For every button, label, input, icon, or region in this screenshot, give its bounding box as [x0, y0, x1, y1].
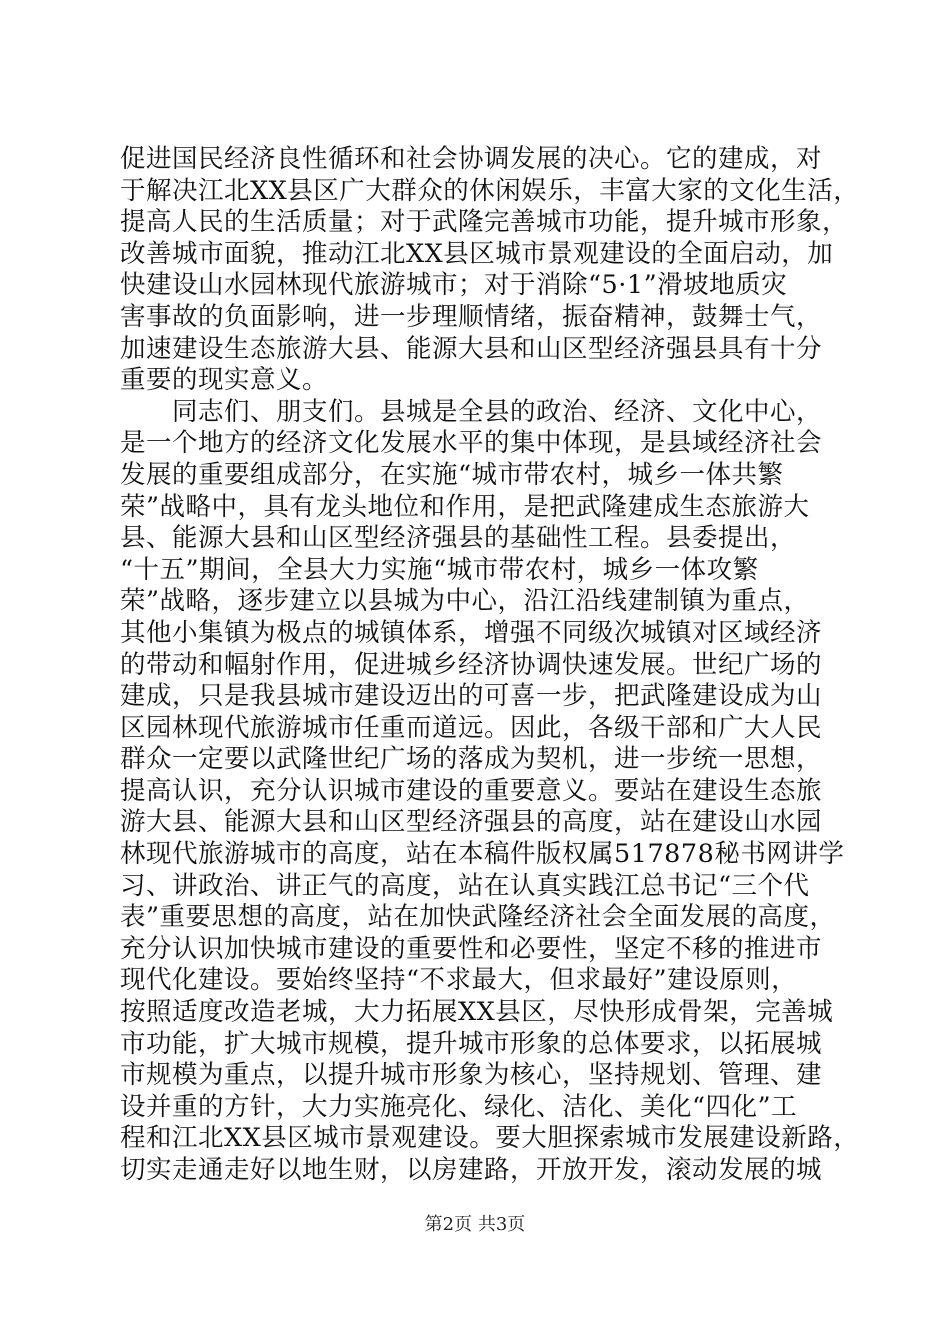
- text-line: 游大县、能源大县和山区型经济强县的高度，站在建设山水园: [120, 807, 823, 838]
- page-number-label: 第2页 共3页: [424, 1214, 526, 1235]
- text-line: 表”重要思想的高度，站在加快武隆经济社会全面发展的高度，: [120, 902, 836, 933]
- text-line: 区园林现代旅游城市任重而道远。因此，各级干部和广大人民: [120, 712, 823, 743]
- text-line: 群众一定要以武隆世纪广场的落成为契机，进一步统一思想，: [120, 744, 823, 775]
- document-body: [120, 144, 860, 1187]
- text-line: 县、能源大县和山区型经济强县的基础性工程。县委提出，: [120, 523, 797, 554]
- text-line: 林现代旅游城市的高度，站在本稿件版权属517878秘书网讲学: [120, 839, 845, 870]
- text-line: 现代化建设。要始终坚持“不求最大，但求最好”建设原则，: [120, 965, 798, 996]
- text-line: “十五”期间，全县大力实施“城市带农村，城乡一体攻繁: [120, 554, 759, 585]
- text-line: 程和江北XX县区城市景观建设。要大胆探索城市发展建设新路，: [120, 1123, 860, 1154]
- text-line: 改善城市面貌，推动江北XX县区城市景观建设的全面启动，加: [120, 238, 834, 269]
- text-line: 提高认识，充分认识城市建设的重要意义。要站在建设生态旅: [120, 775, 823, 806]
- text-line: 于解决江北XX县区广大群众的休闲娱乐，丰富大家的文化生活，: [120, 175, 860, 206]
- text-line: 促进国民经济良性循环和社会协调发展的决心。它的建成，对: [120, 144, 823, 174]
- paragraph-start-line: 同志们、朋支们。县城是全县的政治、经济、文化中心，: [172, 396, 823, 427]
- text-line: 是一个地方的经济文化发展水平的集中体现，是县域经济社会: [120, 428, 823, 459]
- text-line: 害事故的负面影响，进一步理顺情绪，振奋精神，鼓舞士气，: [120, 301, 823, 332]
- text-line: 建成，只是我县城市建设迈出的可喜一步，把武隆建设成为山: [120, 681, 823, 712]
- text-line: 发展的重要组成部分，在实施“城市带农村，城乡一体共繁: [120, 459, 784, 490]
- text-line: 提高人民的生活质量；对于武隆完善城市功能，提升城市形象，: [120, 207, 849, 238]
- text-line: 加速建设生态旅游大县、能源大县和山区型经济强县具有十分: [120, 333, 823, 364]
- text-line: 市规模为重点，以提升城市形象为核心，坚持规划、管理、建: [120, 1060, 823, 1091]
- text-line: 重要的现实意义。: [120, 365, 329, 396]
- text-line: 市功能，扩大城市规模，提升城市形象的总体要求，以拓展城: [120, 1028, 823, 1059]
- text-line: 其他小集镇为极点的城镇体系，增强不同级次城镇对区域经济: [120, 617, 823, 648]
- text-line: 设并重的方针，大力实施亮化、绿化、洁化、美化“四化”工: [120, 1091, 798, 1122]
- text-line: 荣”战略，逐步建立以县城为中心，沿江沿线建制镇为重点，: [120, 586, 810, 617]
- text-line: 充分认识加快城市建设的重要性和必要性，坚定不移的推进市: [120, 933, 823, 964]
- text-line: 切实走通走好以地生财，以房建路，开放开发，滚动发展的城: [120, 1155, 823, 1185]
- page-footer: [0, 1214, 950, 1236]
- text-line: 按照适度改造老城，大力拓展XX县区，尽快形成骨架，完善城: [120, 997, 834, 1028]
- text-line: 荣”战略中，具有龙头地位和作用，是把武隆建成生态旅游大: [120, 491, 810, 522]
- text-line: 习、讲政治、讲正气的高度，站在认真实践江总书记“三个代: [120, 870, 810, 901]
- text-line: 的带动和幅射作用，促进城乡经济协调快速发展。世纪广场的: [120, 649, 823, 680]
- text-line: 快建设山水园林现代旅游城市；对于消除“5·1”滑坡地质灾: [120, 270, 788, 301]
